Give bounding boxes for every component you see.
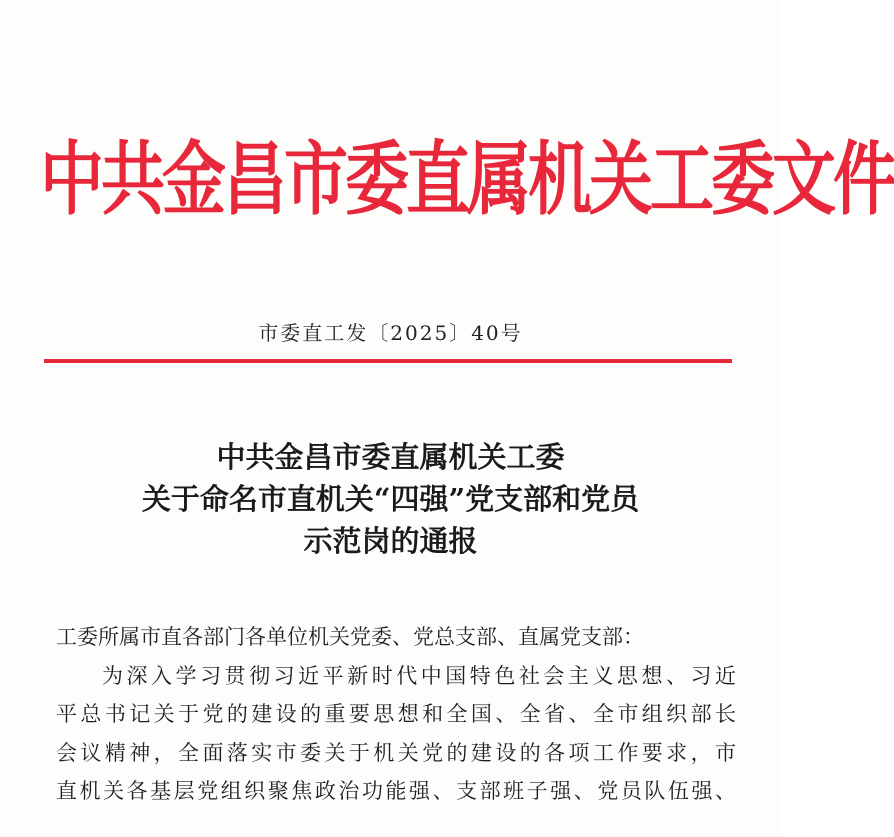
title-line-1: 中共金昌市委直属机关工委	[216, 440, 565, 474]
salutation: 工委所属市直各部门各单位机关党委、党总支部、直属党支部：	[56, 625, 644, 649]
title-line-3: 示范岗的通报	[303, 524, 478, 558]
body-text	[56, 618, 736, 811]
body-line-1: 为深入学习贯彻习近平新时代中国特色社会主义思想、习近	[102, 663, 736, 688]
title-line-2: 关于命名市直机关“四强”党支部和党员	[141, 482, 640, 516]
body-line-3: 会议精神，全面落实市委关于机关党的建设的各项工作要求，市	[56, 740, 736, 765]
red-separator-line	[44, 359, 732, 363]
document-title	[20, 436, 761, 562]
masthead-title: 中共金昌市委直属机关工委文件	[40, 134, 894, 227]
body-line-4: 直机关各基层党组织聚焦政治功能强、支部班子强、党员队伍强、	[56, 779, 736, 803]
body-line-2: 平总书记关于党的建设的重要思想和全国、全省、全市组织部长	[56, 702, 736, 726]
document-number: 市委直工发〔2025〕40号	[258, 321, 523, 345]
